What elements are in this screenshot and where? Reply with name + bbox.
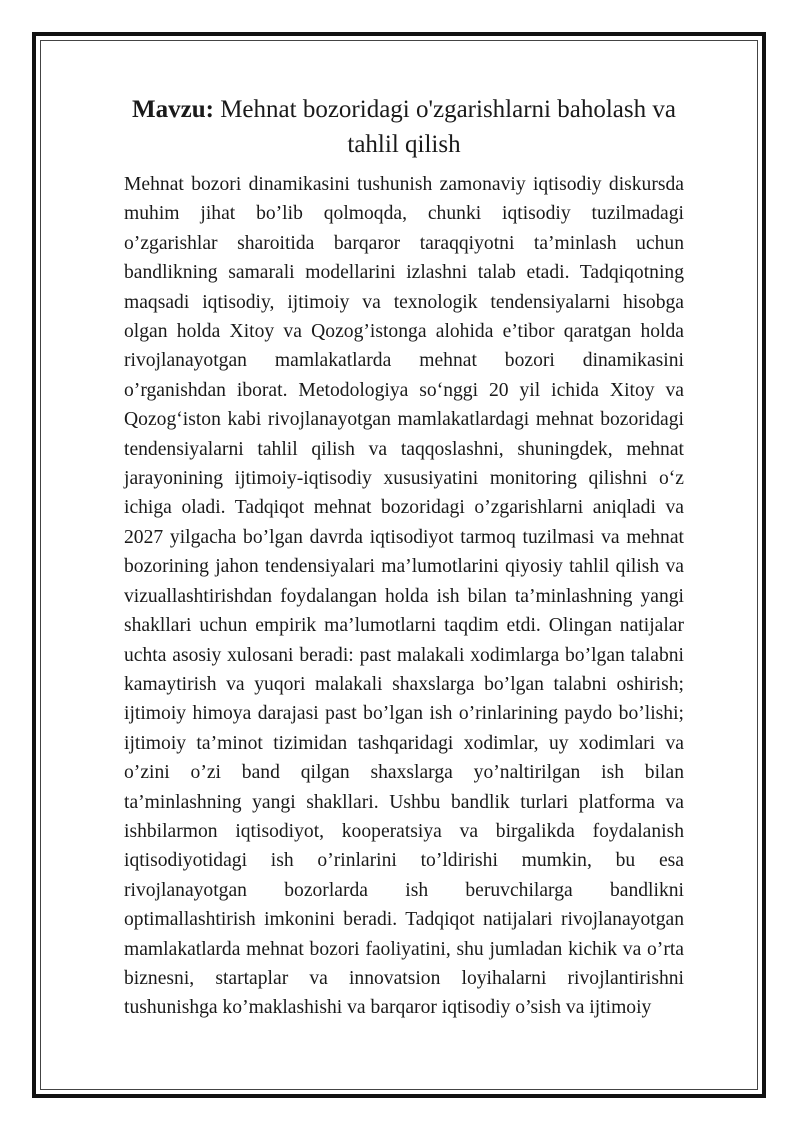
title-text: Mehnat bozoridagi o'zgarishlarni baholash va tahlil qilish <box>213 96 676 158</box>
body-paragraph: Mehnat bozori dinamikasini tushunish zamonaviy iqtisodiy diskursda muhim jihat bo’lib qolmoqda, chunki iqtisodiy tuzilmadagi o’zgarishlar sharoitida barqaror taraqqiyotni ta’minlash uchun bandlikning samarali modellarini izlashni talab etadi. Tadqiqotning maqsadi iqtisodiy, ijtimoiy va texnologik tendensiyalarni hisobga olgan holda Xitoy va Qozog’istonga alohida e’tibor qaratgan holda rivojlanayotgan mamlakatlarda mehnat bozori dinamikasini o’rganishdan iborat. Metodologiya so‘nggi 20 yil ichida Xitoy va Qozog‘iston kabi rivojlanayotgan mamlakatlardagi mehnat bozoridagi tendensiyalarni tahlil qilish va taqqoslashni, shuningdek, mehnat jarayonining ijtimoiy-iqtisodiy xususiyatini monitoring qilishni o‘z ichiga oladi. Tadqiqot mehnat bozoridagi o’zgarishlarni aniqladi va 2027 yilgacha bo’lgan davrda iqtisodiyot tarmoq tuzilmasi va mehnat bozorining jahon tendensiyalari ma’lumotlarini qiyosiy tahlil qilish va vizuallashtirishdan foydalangan holda ish bilan ta’minlashning yangi shakllari uchun empirik ma’lumotlarni taqdim etdi. Olingan natijalar uchta asosiy xulosani beradi: past malakali xodimlarga bo’lgan talabni kamaytirish va yuqori malakali shaxslarga bo’lgan talabni oshirish; ijtimoiy himoya darajasi past bo’lgan ish o’rinlarining paydo bo’lishi; ijtimoiy ta’minot tizimidan tashqaridagi xodimlar, uy xodimlari va o’zini o’zi band qilgan shaxslarga yo’naltirilgan ish bilan ta’minlashning yangi shakllari. Ushbu bandlik turlari platforma va ishbilarmon iqtisodiyot, kooperatsiya va birgalikda foydalanish iqtisodiyotidagi ish o’rinlarini to’ldirishi mumkin, bu esa rivojlanayotgan bozorlarda ish beruvchilarga bandlikni optimallashtirish imkonini beradi. Tadqiqot natijalari rivojlanayotgan mamlakatlarda mehnat bozori faoliyatini, shu jumladan kichik va o’rta biznesni, startaplar va innovatsion loyihalarni rivojlantirishni tushunishga ko’maklashishi va barqaror iqtisodiy o’sish va ijtimoiy <box>124 174 684 1019</box>
title-label: Mavzu: <box>132 96 214 123</box>
document-title <box>124 92 684 162</box>
document-content <box>124 92 684 1023</box>
